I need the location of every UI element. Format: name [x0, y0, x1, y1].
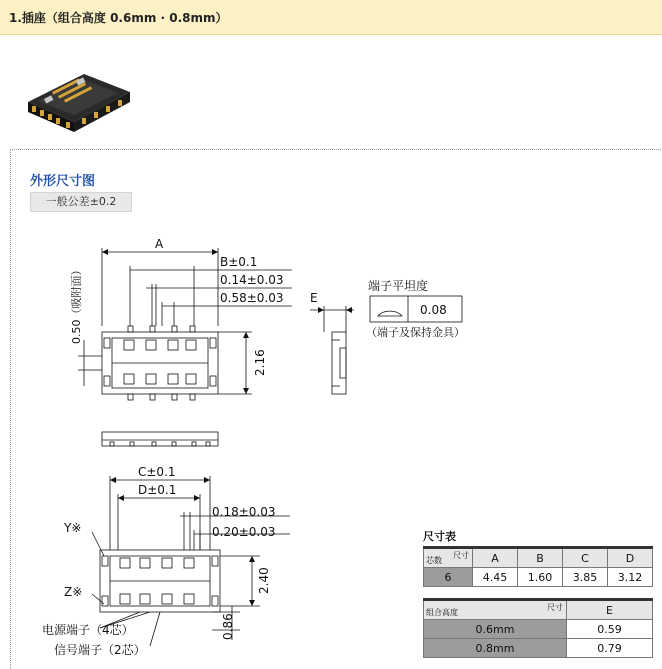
column-header: E	[567, 600, 653, 620]
dim-014-label: 0.14±0.03	[220, 273, 284, 287]
value-cell: 4.45	[473, 568, 518, 587]
height-table-header	[424, 600, 653, 620]
label-signal-terminal: 信号端子（2芯）	[54, 643, 146, 657]
dim-216-label: 2.16	[253, 349, 267, 376]
value-cell: 1.60	[518, 568, 563, 587]
section-title: 外形尺寸图	[30, 174, 96, 189]
dim-A-label: A	[155, 237, 164, 251]
dim-020-label: 0.20±0.03	[212, 525, 276, 539]
value-cell: 0.59	[567, 620, 653, 639]
corner-left-label: 芯数	[426, 556, 442, 565]
dim-050-label: 0.50（吸附面）	[70, 264, 83, 344]
corner-right-label: 尺寸	[547, 603, 563, 612]
dim-018-label: 0.18±0.03	[212, 505, 276, 519]
label-Y: Y※	[64, 521, 82, 535]
dimension-table-corner	[424, 548, 473, 568]
value-cell: 3.12	[608, 568, 653, 587]
height-cell: 0.8mm	[424, 639, 567, 658]
dimension-table	[423, 546, 653, 587]
dim-C-label: C±0.1	[138, 465, 176, 479]
table-row	[424, 639, 653, 658]
column-header: C	[563, 548, 608, 568]
dimension-table-title: 尺寸表	[423, 530, 456, 543]
table-row	[424, 568, 653, 587]
column-header: A	[473, 548, 518, 568]
table-row	[424, 620, 653, 639]
dim-086-label: 0.86	[221, 613, 235, 640]
dim-E-label: E	[310, 291, 318, 305]
dim-240-label: 2.40	[257, 567, 271, 594]
value-cell: 3.85	[563, 568, 608, 587]
corner-left-label: 组合高度	[426, 608, 458, 617]
value-cell: 0.79	[567, 639, 653, 658]
dimension-table-header	[424, 548, 653, 568]
dim-D-label: D±0.1	[138, 483, 177, 497]
height-cell: 0.6mm	[424, 620, 567, 639]
label-Z: Z※	[64, 585, 83, 599]
cores-cell: 6	[424, 568, 473, 587]
corner-right-label: 尺寸	[453, 551, 469, 560]
flatness-note: （端子及保持金具）	[366, 326, 465, 339]
column-header: D	[608, 548, 653, 568]
height-table-corner	[424, 600, 567, 620]
flatness-value: 0.08	[420, 303, 447, 317]
flatness-title: 端子平坦度	[368, 279, 429, 293]
height-table	[423, 598, 653, 658]
dim-B-label: B±0.1	[220, 255, 258, 269]
column-header: B	[518, 548, 563, 568]
page-title: 1.插座（组合高度 0.6mm · 0.8mm）	[9, 11, 228, 25]
dim-058-label: 0.58±0.03	[220, 291, 284, 305]
label-power-terminal: 电源端子（4芯）	[42, 623, 134, 637]
tolerance-badge: 一般公差±0.2	[30, 192, 132, 212]
